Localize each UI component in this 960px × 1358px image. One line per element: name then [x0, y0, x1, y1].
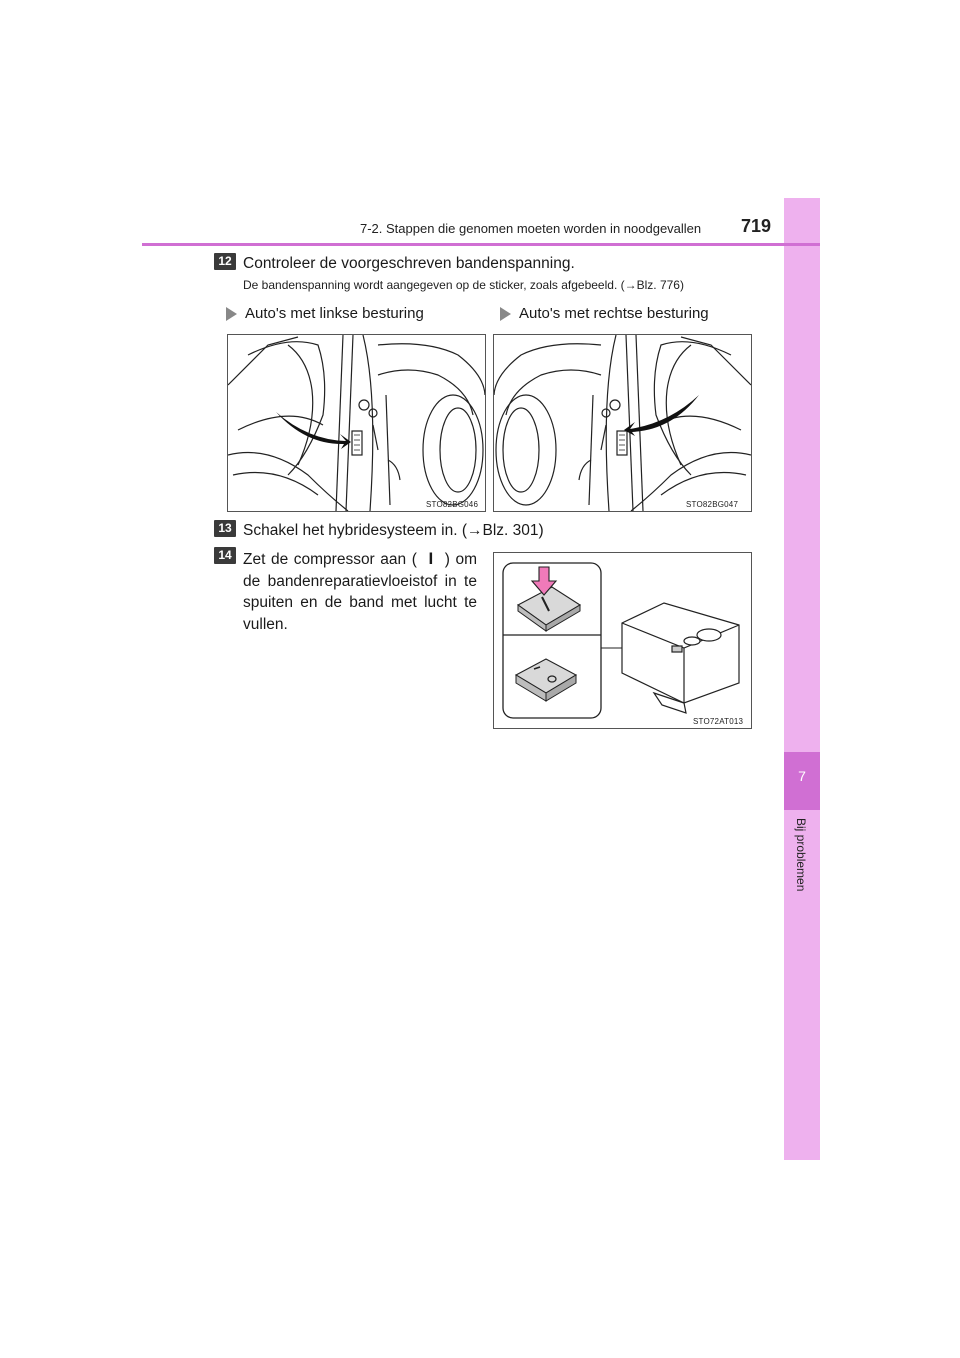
figure-compressor-switch — [493, 552, 752, 729]
variant-label-lhd — [226, 305, 424, 322]
chapter-number: 7 — [798, 768, 806, 784]
section-header: 7-2. Stappen die genomen moeten worden in noodgevallen — [360, 221, 702, 236]
variant-label-rhd — [500, 305, 709, 322]
step-badge-14: 14 — [214, 547, 236, 564]
chapter-tab — [784, 198, 820, 1160]
step-13-text: Schakel het hybridesysteem in. (→Blz. 301) — [243, 522, 544, 539]
step-badge-12: 12 — [214, 253, 236, 270]
car-door-illustration-rhd — [494, 335, 751, 511]
compressor-illustration — [494, 553, 751, 728]
figure-code-lhd: STO82BG046 — [426, 500, 479, 509]
chapter-title: Bij problemen — [794, 818, 808, 892]
compressor-body — [622, 603, 739, 713]
step-12-text: Controleer de voorgeschreven bandenspanning. — [243, 255, 575, 272]
triangle-bullet-icon — [226, 307, 237, 321]
header-rule — [142, 243, 820, 246]
switch-on-symbol: I — [428, 549, 434, 568]
step-badge-13: 13 — [214, 520, 236, 537]
figure-code-compressor: STO72AT013 — [693, 717, 744, 726]
page-number: 719 — [741, 216, 772, 236]
figure-rhd-door-sticker — [493, 334, 752, 512]
step-12-note: De bandenspanning wordt aangegeven op de sticker, zoals afgebeeld. (→Blz. 776) — [243, 278, 684, 292]
step-14-text-after: ) om de bandenreparatievloeistof in te spuiten en de band met lucht te vullen. — [243, 551, 477, 633]
car-door-illustration-lhd — [228, 335, 485, 511]
triangle-bullet-icon — [500, 307, 511, 321]
step-14-text-before: Zet de compressor aan ( — [243, 551, 417, 568]
variant-label-lhd-text: Auto's met linkse besturing — [245, 305, 424, 322]
step-14-text — [243, 548, 477, 635]
figure-lhd-door-sticker — [227, 334, 486, 512]
variant-label-rhd-text: Auto's met rechtse besturing — [519, 305, 709, 322]
figure-code-rhd: STO82BG047 — [686, 500, 739, 509]
